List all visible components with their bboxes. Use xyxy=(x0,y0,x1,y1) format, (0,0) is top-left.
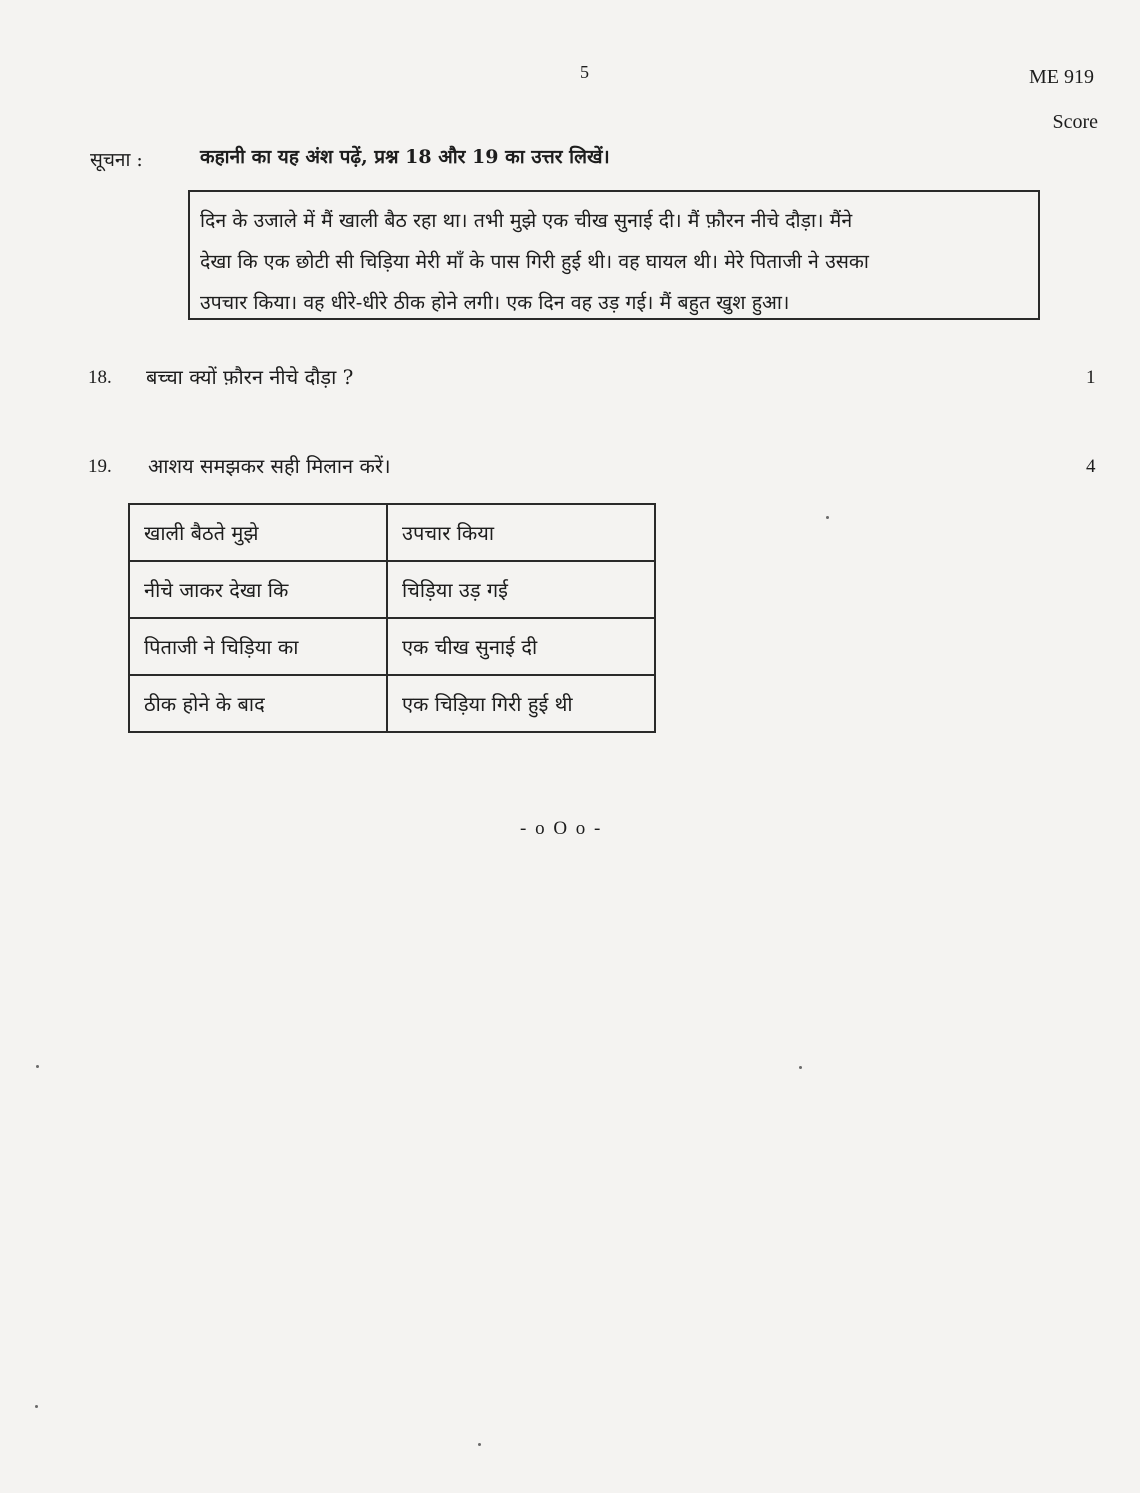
page-number: 5 xyxy=(580,62,589,82)
passage-line: दिन के उजाले में मैं खाली बैठ रहा था। तभी मुझे एक चीख सुनाई दी। मैं फ़ौरन नीचे दौड़ा। मैंने xyxy=(200,209,853,232)
match-right-cell: उपचार किया xyxy=(387,504,655,561)
question-19-marks: 4 xyxy=(1086,456,1096,477)
passage-line: उपचार किया। वह धीरे-धीरे ठीक होने लगी। एक दिन वह उड़ गई। मैं बहुत खुश हुआ। xyxy=(200,291,790,314)
match-table xyxy=(128,503,656,733)
table-row xyxy=(129,504,655,561)
table-row xyxy=(129,561,655,618)
question-19-number: 19. xyxy=(88,456,112,477)
story-passage-box xyxy=(188,190,1040,320)
match-right-cell: एक चीख सुनाई दी xyxy=(387,618,655,675)
match-right-cell: चिड़िया उड़ गई xyxy=(387,561,655,618)
table-row xyxy=(129,675,655,732)
paper-code: ME 919 xyxy=(1029,66,1094,88)
question-18-marks: 1 xyxy=(1086,367,1096,388)
scan-speck xyxy=(478,1443,481,1446)
question-18-text: बच्चा क्यों फ़ौरन नीचे दौड़ा ? xyxy=(146,365,354,389)
end-of-paper-mark: - o O o - xyxy=(520,818,603,839)
score-label: Score xyxy=(1052,111,1098,133)
scan-speck xyxy=(826,516,829,519)
question-18-number: 18. xyxy=(88,367,112,388)
passage-line: देखा कि एक छोटी सी चिड़िया मेरी माँ के पास गिरी हुई थी। वह घायल थी। मेरे पिताजी ने उसका xyxy=(200,250,869,273)
question-19-text: आशय समझकर सही मिलान करें। xyxy=(148,454,391,478)
scan-speck xyxy=(36,1065,39,1068)
match-left-cell: नीचे जाकर देखा कि xyxy=(129,561,387,618)
scan-speck xyxy=(35,1405,38,1408)
match-left-cell: पिताजी ने चिड़िया का xyxy=(129,618,387,675)
notice-label: सूचना : xyxy=(90,149,143,171)
match-left-cell: ठीक होने के बाद xyxy=(129,675,387,732)
table-row xyxy=(129,618,655,675)
scan-speck xyxy=(799,1066,802,1069)
match-left-cell: खाली बैठते मुझे xyxy=(129,504,387,561)
match-right-cell: एक चिड़िया गिरी हुई थी xyxy=(387,675,655,732)
notice-instruction: कहानी का यह अंश पढ़ें, प्रश्न 18 और 19 का उत्तर लिखें। xyxy=(200,146,610,168)
